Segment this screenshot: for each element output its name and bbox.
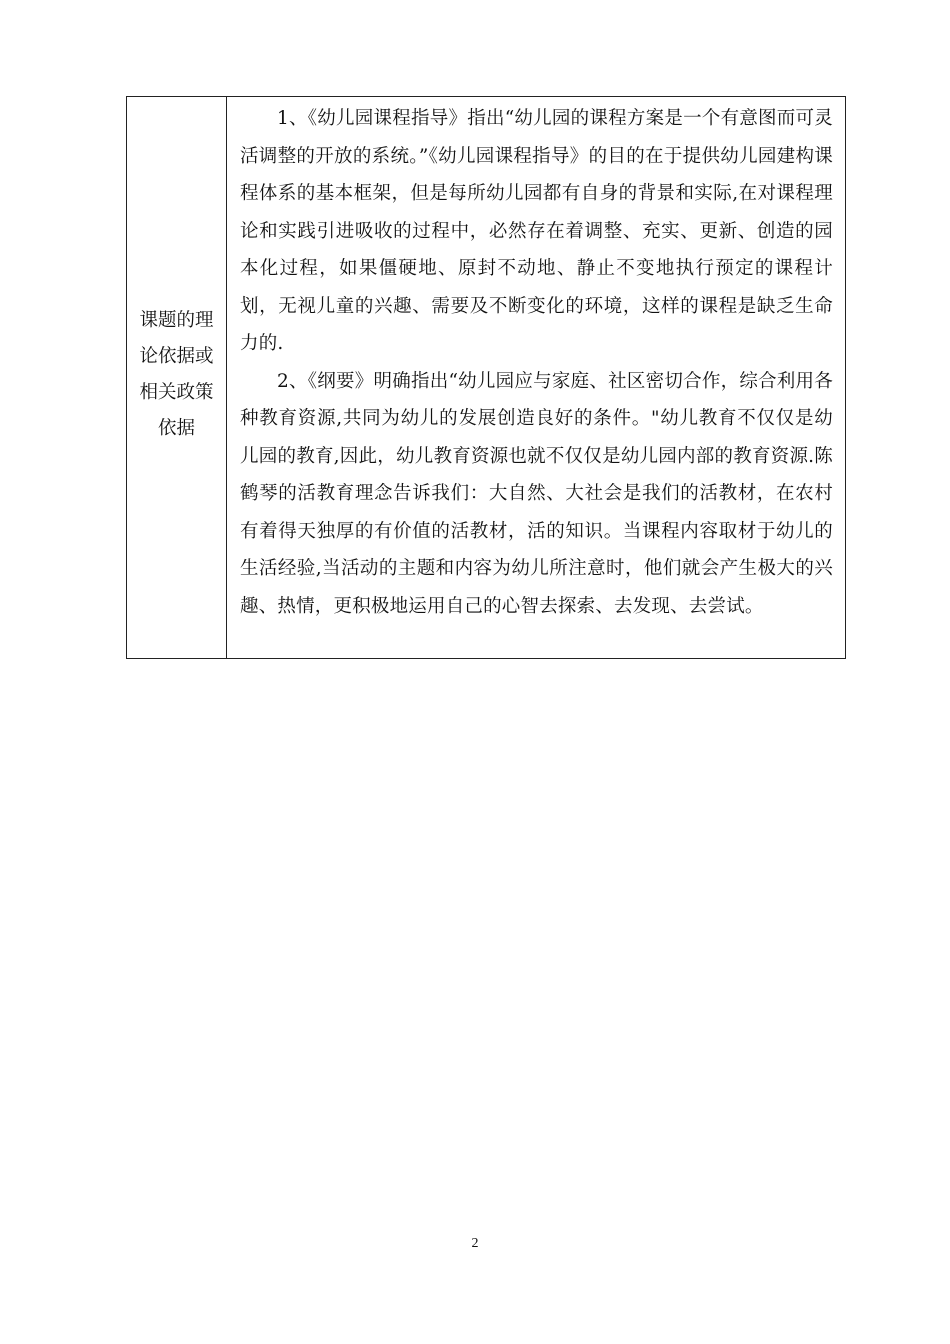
paragraph-1: 1、《幼儿园课程指导》指出“幼儿园的课程方案是一个有意图而可灵活调整的开放的系统。”《幼儿园课程指导》的目的在于提供幼儿园建构课程体系的基本框架，但是每所幼儿园都有自身的背景和实际,在对课程理论和实践引进吸收的过程中，必然存在着调整、充实、更新、创造的园本化过程，如果僵硬地、原封不动地、静止不变地执行预定的课程计划，无视儿童的兴趣、需要及不断变化的环境，这样的课程是缺乏生命力的. xyxy=(240,108,833,354)
paragraph-2: 2、《纲要》明确指出“幼儿园应与家庭、社区密切合作，综合利用各种教育资源,共同为幼儿的发展创造良好的条件。"幼儿教育不仅仅是幼儿园的教育,因此，幼儿教育资源也就不仅仅是幼儿园内部的教育资源.陈鹤琴的活教育理念告诉我们：大自然、大社会是我们的活教材，在农村有着得天独厚的有价值的活教材，活的知识。当课程内容取材于幼儿的生活经验,当活动的主题和内容为幼儿所注意时，他们就会产生极大的兴趣、热情，更积极地运用自己的心智去探索、去发现、去尝试。 xyxy=(240,370,833,617)
content-cell xyxy=(227,97,845,658)
page-number: 2 xyxy=(471,1236,479,1251)
row-label: 课题的理论依据或相关政策依据 xyxy=(139,309,214,439)
document-table xyxy=(126,96,846,659)
label-cell xyxy=(127,97,227,658)
